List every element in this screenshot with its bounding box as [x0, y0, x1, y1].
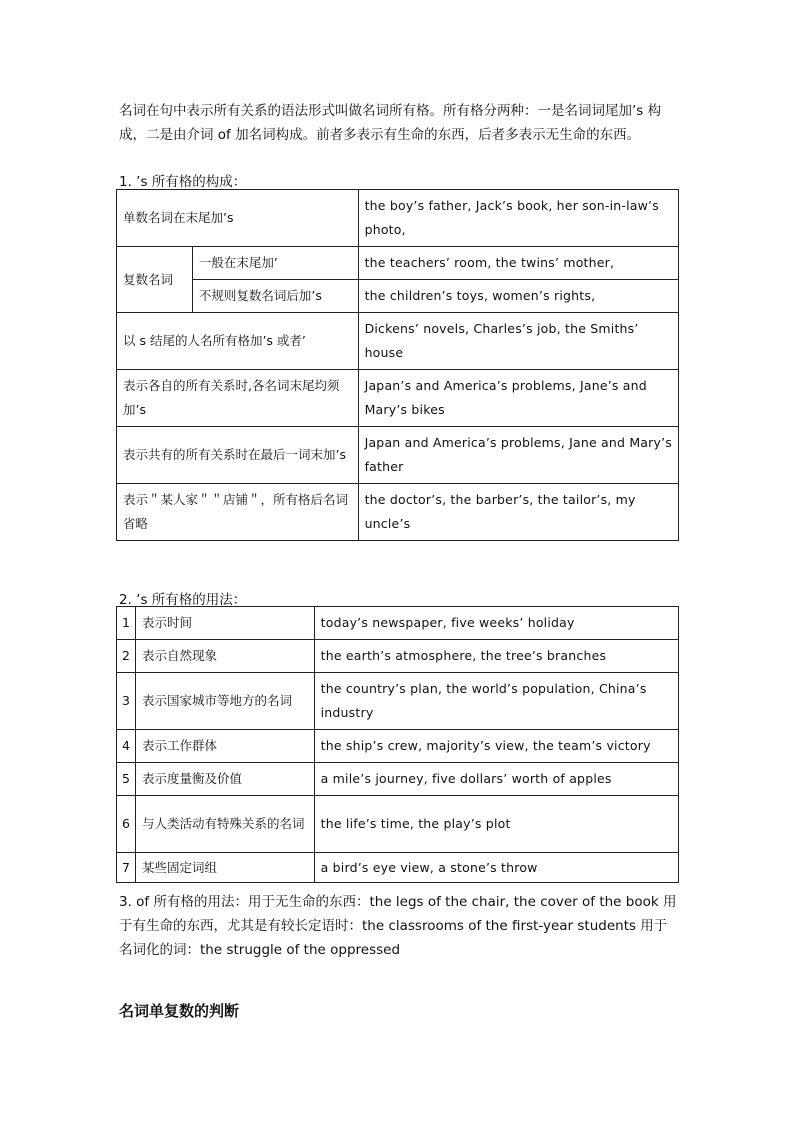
row-number: 5 — [117, 763, 136, 796]
example-cell: Japan and America’s problems, Jane and Mary’s father — [358, 427, 678, 484]
row-number: 4 — [117, 730, 136, 763]
table-row — [117, 673, 679, 730]
rule-cell: 表示各自的所有关系时,各名词末尾均须加’s — [117, 370, 359, 427]
usage-cell: 表示工作群体 — [135, 730, 314, 763]
example-cell: Dickens’ novels, Charles’s job, the Smiths’ house — [358, 313, 678, 370]
table-row — [117, 853, 679, 883]
intro-paragraph: 名词在句中表示所有关系的语法形式叫做名词所有格。所有格分两种：一是名词词尾加’s 构成，二是由介词 of 加名词构成。前者多表示有生命的东西，后者多表示无生命的东西。 — [119, 103, 662, 143]
table-row — [117, 280, 679, 313]
table-row — [117, 640, 679, 673]
section-2-heading: 2. ’s 所有格的用法： — [119, 592, 247, 608]
table-row — [117, 370, 679, 427]
table-row — [117, 484, 679, 541]
example-cell: Japan’s and America’s problems, Jane’s and Mary’s bikes — [358, 370, 678, 427]
table-row — [117, 796, 679, 853]
section-1-heading: 1. ’s 所有格的构成： — [119, 174, 247, 190]
section-3-paragraph: 3. of 所有格的用法：用于无生命的东西：the legs of the chair, the cover of the book 用于有生命的东西，尤其是有较长定语时：the classrooms of the first-year students 用于名词化的词：the struggle of the oppressed — [119, 894, 677, 958]
usage-cell: 与人类活动有特殊关系的名词 — [135, 796, 314, 853]
usage-cell: 表示时间 — [135, 607, 314, 640]
rule-cell: 单数名词在末尾加’s — [117, 190, 359, 247]
usage-cell: 表示自然现象 — [135, 640, 314, 673]
table-row — [117, 313, 679, 370]
rule-cell: 表示共有的所有关系时在最后一词末加’s — [117, 427, 359, 484]
usage-cell: 表示度量衡及价值 — [135, 763, 314, 796]
rule-cell: 以 s 结尾的人名所有格加’s 或者’ — [117, 313, 359, 370]
example-cell: the earth’s atmosphere, the tree’s branches — [314, 640, 678, 673]
row-number: 1 — [117, 607, 136, 640]
table-row — [117, 190, 679, 247]
example-cell: the doctor’s, the barber’s, the tailor’s, my uncle’s — [358, 484, 678, 541]
example-cell: the ship’s crew, majority’s view, the team’s victory — [314, 730, 678, 763]
row-number: 6 — [117, 796, 136, 853]
possessive-formation-table — [116, 189, 679, 541]
table-row — [117, 763, 679, 796]
example-cell: the life’s time, the play’s plot — [314, 796, 678, 853]
table-row — [117, 247, 679, 280]
rule-cell: 表示＂某人家＂＂店铺＂，所有格后名词省略 — [117, 484, 359, 541]
rule-cell: 一般在末尾加’ — [192, 247, 358, 280]
example-cell: today’s newspaper, five weeks’ holiday — [314, 607, 678, 640]
example-cell: the boy’s father, Jack’s book, her son-in-law’s photo, — [358, 190, 678, 247]
example-cell: the children’s toys, women’s rights, — [358, 280, 678, 313]
table-row — [117, 427, 679, 484]
row-number: 3 — [117, 673, 136, 730]
example-cell: a mile’s journey, five dollars’ worth of apples — [314, 763, 678, 796]
table-row — [117, 607, 679, 640]
row-number: 2 — [117, 640, 136, 673]
possessive-usage-table — [116, 606, 679, 883]
example-cell: the country’s plan, the world’s population, China’s industry — [314, 673, 678, 730]
row-number: 7 — [117, 853, 136, 883]
usage-cell: 表示国家城市等地方的名词 — [135, 673, 314, 730]
plural-label-cell: 复数名词 — [117, 247, 193, 313]
section-4-title: 名词单复数的判断 — [119, 1002, 240, 1020]
table-row — [117, 730, 679, 763]
example-cell: a bird’s eye view, a stone’s throw — [314, 853, 678, 883]
rule-cell: 不规则复数名词后加’s — [192, 280, 358, 313]
example-cell: the teachers’ room, the twins’ mother, — [358, 247, 678, 280]
usage-cell: 某些固定词组 — [135, 853, 314, 883]
